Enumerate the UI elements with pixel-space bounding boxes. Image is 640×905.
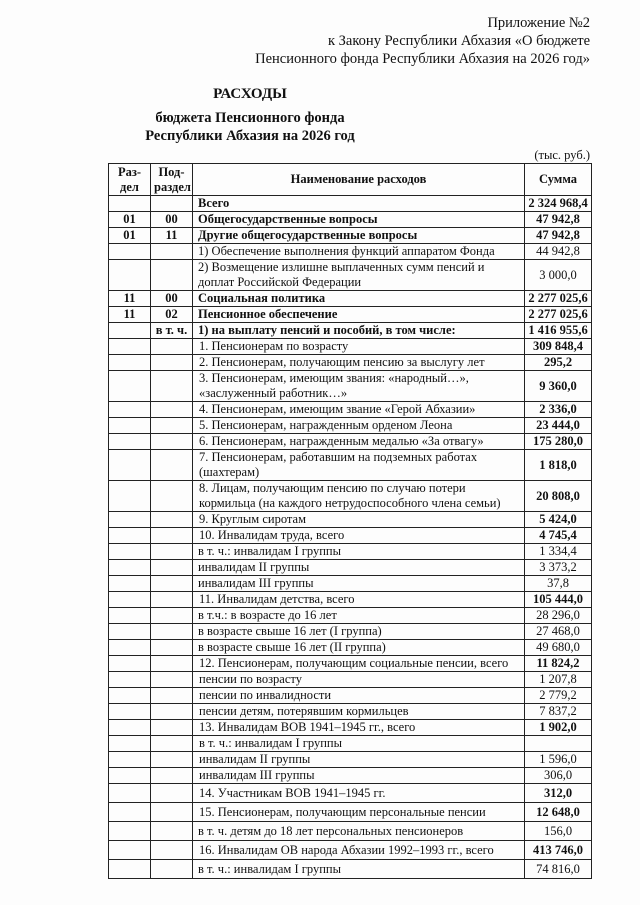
sum-cell: 413 746,0 [525,841,592,860]
name-cell: 11. Инвалидам детства, всего [193,592,525,608]
table-row [109,841,592,860]
section-cell [109,688,151,704]
sum-cell: 1 902,0 [525,720,592,736]
subsection-cell [151,196,193,212]
subsection-cell [151,736,193,752]
name-cell: в т. ч. детям до 18 лет персональных пенсионеров [193,822,525,841]
section-cell: 11 [109,307,151,323]
name-cell: инвалидам III группы [193,576,525,592]
section-cell [109,608,151,624]
subsection-cell [151,576,193,592]
subsection-cell [151,528,193,544]
section-cell [109,784,151,803]
table-row [109,784,592,803]
section-cell [109,528,151,544]
column-header-sum: Сумма [525,164,592,196]
sum-cell: 49 680,0 [525,640,592,656]
subsection-cell: 11 [151,228,193,244]
sum-cell: 11 824,2 [525,656,592,672]
section-cell [109,402,151,418]
section-cell [109,640,151,656]
table-row [109,291,592,307]
subsection-cell [151,803,193,822]
sum-cell: 1 596,0 [525,752,592,768]
document-title: РАСХОДЫ [213,86,287,102]
table-row [109,512,592,528]
section-cell [109,512,151,528]
name-cell: в т. ч.: инвалидам I группы [193,860,525,879]
name-cell: 1) Обеспечение выполнения функций аппаратом Фонда [193,244,525,260]
section-cell [109,244,151,260]
sum-cell: 175 280,0 [525,434,592,450]
table-row [109,720,592,736]
section-cell [109,672,151,688]
sum-cell: 1 334,4 [525,544,592,560]
column-header-section-line2: дел [120,179,139,194]
section-cell [109,822,151,841]
name-cell: пенсии детям, потерявшим кормильцев [193,704,525,720]
section-cell [109,592,151,608]
section-cell [109,371,151,402]
sum-cell: 12 648,0 [525,803,592,822]
subsection-cell [151,244,193,260]
name-cell: 6. Пенсионерам, награжденным медалью «За отвагу» [193,434,525,450]
sum-cell: 47 942,8 [525,228,592,244]
subsection-cell: 00 [151,212,193,228]
sum-cell: 306,0 [525,768,592,784]
subsection-cell [151,768,193,784]
name-cell: инвалидам III группы [193,768,525,784]
column-header-subsection-line2: раздел [154,179,191,194]
sum-cell: 37,8 [525,576,592,592]
section-cell [109,576,151,592]
subsection-cell [151,841,193,860]
table-row [109,624,592,640]
sum-cell: 20 808,0 [525,481,592,512]
name-cell: инвалидам II группы [193,752,525,768]
table-row [109,736,592,752]
section-cell [109,768,151,784]
name-cell: Общегосударственные вопросы [193,212,525,228]
name-cell: Социальная политика [193,291,525,307]
sum-cell: 309 848,4 [525,339,592,355]
table-row [109,688,592,704]
subsection-cell: 00 [151,291,193,307]
name-cell: 1) на выплату пенсий и пособий, в том числе: [193,323,525,339]
table-row [109,323,592,339]
table-row [109,418,592,434]
subsection-cell [151,860,193,879]
name-cell: инвалидам II группы [193,560,525,576]
sum-cell: 1 818,0 [525,450,592,481]
subsection-cell [151,371,193,402]
subsection-cell [151,704,193,720]
table-header-row [109,164,592,196]
unit-label: (тыс. руб.) [534,148,590,162]
subsection-cell [151,512,193,528]
table-row [109,768,592,784]
table-row [109,803,592,822]
table-row [109,402,592,418]
name-cell: 2. Пенсионерам, получающим пенсию за выслугу лет [193,355,525,371]
subsection-cell [151,434,193,450]
section-cell [109,803,151,822]
sum-cell: 28 296,0 [525,608,592,624]
subsection-cell [151,822,193,841]
subsection-cell: 02 [151,307,193,323]
sum-cell: 2 277 025,6 [525,307,592,323]
column-header-section-line1: Раз- [117,164,142,179]
name-cell: 15. Пенсионерам, получающим персональные пенсии [193,803,525,822]
subsection-cell [151,544,193,560]
table-row [109,450,592,481]
name-cell: 2) Возмещение излишне выплаченных сумм пенсий и доплат Российской Федерации [193,260,525,291]
column-header-name: Наименование расходов [193,164,525,196]
sum-cell [525,736,592,752]
subsection-cell [151,688,193,704]
table-row [109,672,592,688]
section-cell [109,196,151,212]
column-header-subsection-line1: Под- [158,164,185,179]
table-row [109,228,592,244]
subsection-cell [151,720,193,736]
sum-cell: 1 207,8 [525,672,592,688]
sum-cell: 5 424,0 [525,512,592,528]
sum-cell: 27 468,0 [525,624,592,640]
section-cell [109,544,151,560]
section-cell [109,323,151,339]
name-cell: 7. Пенсионерам, работавшим на подземных работах (шахтерам) [193,450,525,481]
sum-cell: 105 444,0 [525,592,592,608]
subsection-cell [151,752,193,768]
sum-cell: 4 745,4 [525,528,592,544]
sum-cell: 3 000,0 [525,260,592,291]
table-row [109,244,592,260]
subsection-cell [151,355,193,371]
table-row [109,822,592,841]
table-row [109,212,592,228]
sum-cell: 2 324 968,4 [525,196,592,212]
table-row [109,355,592,371]
section-cell [109,339,151,355]
table-row [109,560,592,576]
section-cell [109,418,151,434]
law-reference-line2: Пенсионного фонда Республики Абхазия на 2026 год» [255,51,590,67]
table-row [109,307,592,323]
sum-cell: 47 942,8 [525,212,592,228]
table-row [109,704,592,720]
name-cell: в возрасте свыше 16 лет (I группа) [193,624,525,640]
table-row [109,544,592,560]
sum-cell: 312,0 [525,784,592,803]
sum-cell: 295,2 [525,355,592,371]
table-row [109,860,592,879]
section-cell [109,560,151,576]
sum-cell: 2 336,0 [525,402,592,418]
subsection-cell [151,402,193,418]
table-row [109,196,592,212]
table-row [109,656,592,672]
section-cell: 01 [109,228,151,244]
section-cell [109,434,151,450]
name-cell: 16. Инвалидам ОВ народа Абхазии 1992–1993 гг., всего [193,841,525,860]
name-cell: 14. Участникам ВОВ 1941–1945 гг. [193,784,525,803]
section-cell [109,752,151,768]
name-cell: 10. Инвалидам труда, всего [193,528,525,544]
name-cell: в т. ч.: инвалидам I группы [193,736,525,752]
name-cell: 1. Пенсионерам по возрасту [193,339,525,355]
name-cell: 9. Круглым сиротам [193,512,525,528]
subsection-cell [151,656,193,672]
name-cell: пенсии по инвалидности [193,688,525,704]
expenses-table [108,163,592,879]
table-row [109,434,592,450]
section-cell [109,355,151,371]
section-cell [109,841,151,860]
section-cell [109,624,151,640]
subsection-cell [151,672,193,688]
name-cell: Другие общегосударственные вопросы [193,228,525,244]
sum-cell: 2 277 025,6 [525,291,592,307]
subsection-cell [151,560,193,576]
column-header-subsection [151,164,193,196]
sum-cell: 1 416 955,6 [525,323,592,339]
name-cell: в т. ч.: инвалидам I группы [193,544,525,560]
table-row [109,640,592,656]
subsection-cell [151,624,193,640]
section-cell: 01 [109,212,151,228]
subsection-cell [151,608,193,624]
subsection-cell [151,260,193,291]
name-cell: в возрасте свыше 16 лет (II группа) [193,640,525,656]
sum-cell: 9 360,0 [525,371,592,402]
table-row [109,371,592,402]
section-cell [109,736,151,752]
sum-cell: 2 779,2 [525,688,592,704]
subsection-cell [151,784,193,803]
sum-cell: 23 444,0 [525,418,592,434]
name-cell: Всего [193,196,525,212]
name-cell: 5. Пенсионерам, награжденным орденом Леона [193,418,525,434]
subsection-cell: в т. ч. [151,323,193,339]
table-row [109,339,592,355]
name-cell: Пенсионное обеспечение [193,307,525,323]
section-cell [109,860,151,879]
name-cell: 8. Лицам, получающим пенсию по случаю потери кормильца (на каждого нетрудоспособного члена семьи) [193,481,525,512]
table-row [109,528,592,544]
subsection-cell [151,418,193,434]
table-row [109,481,592,512]
subsection-cell [151,339,193,355]
name-cell: в т.ч.: в возрасте до 16 лет [193,608,525,624]
appendix-number: Приложение №2 [487,15,590,31]
section-cell [109,481,151,512]
section-cell [109,450,151,481]
name-cell: 13. Инвалидам ВОВ 1941–1945 гг., всего [193,720,525,736]
sum-cell: 44 942,8 [525,244,592,260]
subsection-cell [151,450,193,481]
name-cell: 12. Пенсионерам, получающим социальные пенсии, всего [193,656,525,672]
table-row [109,752,592,768]
sum-cell: 74 816,0 [525,860,592,879]
subsection-cell [151,592,193,608]
section-cell [109,260,151,291]
name-cell: 3. Пенсионерам, имеющим звания: «народный…», «заслуженный работник…» [193,371,525,402]
section-cell: 11 [109,291,151,307]
table-row [109,576,592,592]
document-subtitle-line1: бюджета Пенсионного фонда [155,110,345,126]
document-subtitle-line2: Республики Абхазия на 2026 год [145,128,355,144]
table-row [109,608,592,624]
section-cell [109,720,151,736]
column-header-section [109,164,151,196]
law-reference-line1: к Закону Республики Абхазия «О бюджете [328,33,590,49]
sum-cell: 7 837,2 [525,704,592,720]
name-cell: 4. Пенсионерам, имеющим звание «Герой Абхазии» [193,402,525,418]
subsection-cell [151,640,193,656]
name-cell: пенсии по возрасту [193,672,525,688]
sum-cell: 3 373,2 [525,560,592,576]
table-row [109,592,592,608]
section-cell [109,704,151,720]
section-cell [109,656,151,672]
subsection-cell [151,481,193,512]
sum-cell: 156,0 [525,822,592,841]
table-row [109,260,592,291]
